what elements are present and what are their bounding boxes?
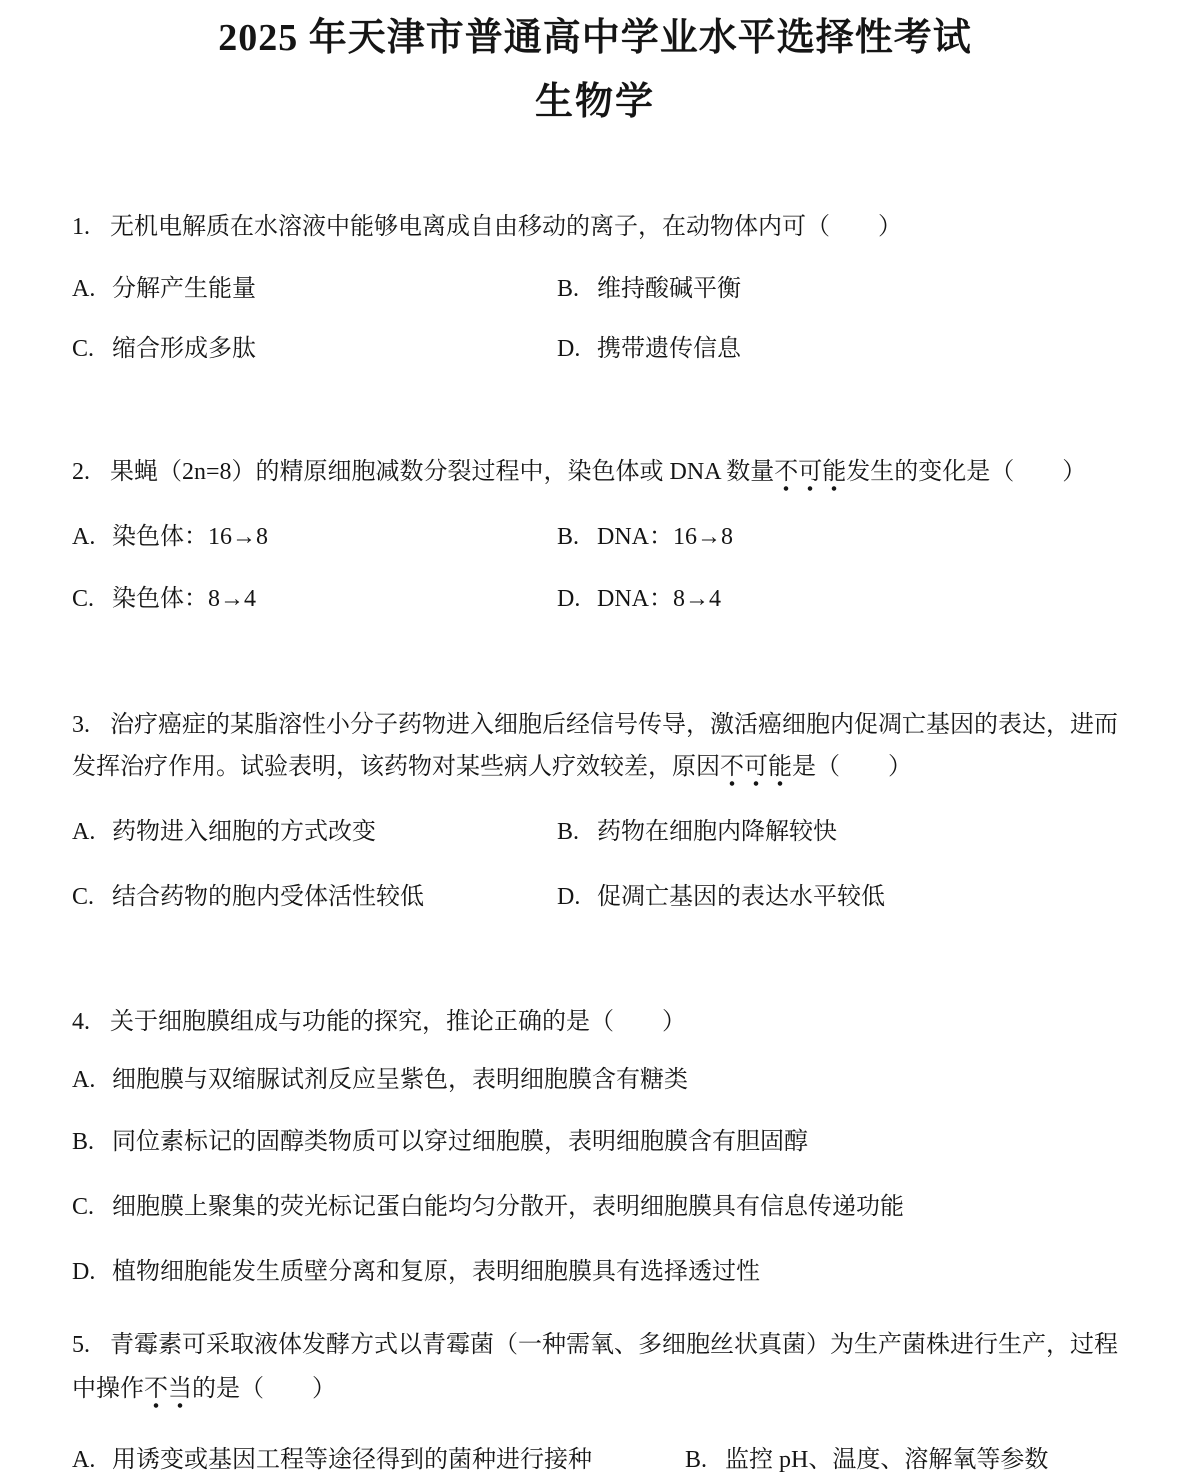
question-4-option-d (72, 1256, 760, 1288)
option-label: B. (557, 276, 580, 302)
option-label: A. (72, 1067, 96, 1093)
option-text: 维持酸碱平衡 (597, 276, 741, 302)
option-label: C. (72, 586, 95, 612)
question-5-number: 5. (72, 1332, 90, 1358)
option-text: 染色体：8→4 (112, 586, 256, 612)
question-1-text: 无机电解质在水溶液中能够电离成自由移动的离子，在动物体内可（ ） (110, 214, 902, 240)
option-text: 同位素标记的固醇类物质可以穿过细胞膜，表明细胞膜含有胆固醇 (112, 1129, 808, 1155)
option-text: 细胞膜与双缩脲试剂反应呈紫色，表明细胞膜含有糖类 (112, 1067, 688, 1093)
question-2-option-a (72, 521, 268, 553)
question-3-text-line2: 发挥治疗作用。试验表明，该药物对某些病人疗效较差，原因 (72, 754, 720, 780)
question-3-text-line2-end: 是（ ） (792, 754, 912, 780)
option-label: D. (557, 336, 581, 362)
question-2-option-b (557, 521, 733, 553)
option-label: C. (72, 884, 95, 910)
option-text: 携带遗传信息 (597, 336, 741, 362)
question-2-emphasized-text: 不可能 (774, 459, 846, 492)
option-label: B. (685, 1447, 708, 1473)
question-3-emphasized-text: 不可能 (720, 754, 792, 787)
option-text: 缩合形成多肽 (112, 336, 256, 362)
question-3-stem-line2 (72, 751, 912, 783)
question-3-option-b (557, 816, 837, 848)
question-2-stem (72, 456, 1086, 488)
option-label: A. (72, 524, 96, 550)
option-text: 结合药物的胞内受体活性较低 (112, 884, 424, 910)
option-text: 药物在细胞内降解较快 (597, 819, 837, 845)
question-1-stem (72, 211, 902, 243)
option-text: DNA：8→4 (597, 586, 721, 612)
question-5-emphasized-text: 不当 (144, 1376, 192, 1409)
question-4-option-a (72, 1064, 688, 1096)
question-1-option-d (557, 333, 741, 365)
question-4-stem (72, 1006, 686, 1038)
question-3-option-c (72, 881, 424, 913)
option-text: 药物进入细胞的方式改变 (112, 819, 376, 845)
question-3-option-a (72, 816, 376, 848)
question-1-number: 1. (72, 214, 90, 240)
question-1-option-b (557, 273, 741, 305)
question-5-option-b (685, 1444, 1048, 1476)
option-text: 细胞膜上聚集的荧光标记蛋白能均匀分散开，表明细胞膜具有信息传递功能 (112, 1194, 904, 1220)
question-5-text-line1: 青霉素可采取液体发酵方式以青霉菌（一种需氧、多细胞丝状真菌）为生产菌株进行生产，过程 (110, 1332, 1118, 1358)
option-text: DNA：16→8 (597, 524, 733, 550)
question-5-text-line2: 中操作 (72, 1376, 144, 1402)
option-text: 用诱变或基因工程等途径得到的菌种进行接种 (112, 1447, 592, 1473)
option-text: 监控 pH、温度、溶解氧等参数 (725, 1447, 1049, 1473)
question-5-stem-line1 (72, 1329, 1118, 1361)
question-5-stem-line2 (72, 1373, 336, 1405)
option-label: D. (557, 884, 581, 910)
option-label: A. (72, 276, 96, 302)
option-label: B. (557, 524, 580, 550)
question-3-text-line1: 治疗癌症的某脂溶性小分子药物进入细胞后经信号传导，激活癌细胞内促凋亡基因的表达，进而 (110, 712, 1118, 738)
question-2-number: 2. (72, 459, 90, 485)
option-label: B. (72, 1129, 95, 1155)
option-label: A. (72, 1447, 96, 1473)
option-text: 染色体：16→8 (112, 524, 268, 550)
option-label: D. (72, 1259, 96, 1285)
option-label: A. (72, 819, 96, 845)
option-text: 植物细胞能发生质壁分离和复原，表明细胞膜具有选择透过性 (112, 1259, 760, 1285)
option-text: 促凋亡基因的表达水平较低 (597, 884, 885, 910)
option-label: C. (72, 1194, 95, 1220)
doc-subtitle: 生物学 (534, 81, 655, 123)
question-2-option-d (557, 583, 721, 615)
question-4-number: 4. (72, 1009, 90, 1035)
question-3-option-d (557, 881, 885, 913)
option-text: 分解产生能量 (112, 276, 256, 302)
question-2-text: 果蝇（2n=8）的精原细胞减数分裂过程中，染色体或 DNA 数量 (110, 459, 775, 485)
question-3-number: 3. (72, 712, 90, 738)
question-4-text: 关于细胞膜组成与功能的探究，推论正确的是（ ） (110, 1009, 686, 1035)
question-5-text-line2-end: 的是（ ） (192, 1376, 336, 1402)
doc-title: 2025 年天津市普通高中学业水平选择性考试 (218, 17, 972, 59)
question-2-text-end: 发生的变化是（ ） (846, 459, 1087, 485)
question-4-option-b (72, 1126, 808, 1158)
question-1-option-c (72, 333, 256, 365)
question-2-option-c (72, 583, 256, 615)
question-3-stem-line1 (72, 709, 1118, 741)
option-label: D. (557, 586, 581, 612)
option-label: B. (557, 819, 580, 845)
question-5-option-a (72, 1444, 592, 1476)
question-1-option-a (72, 273, 256, 305)
question-4-option-c (72, 1191, 904, 1223)
option-label: C. (72, 336, 95, 362)
